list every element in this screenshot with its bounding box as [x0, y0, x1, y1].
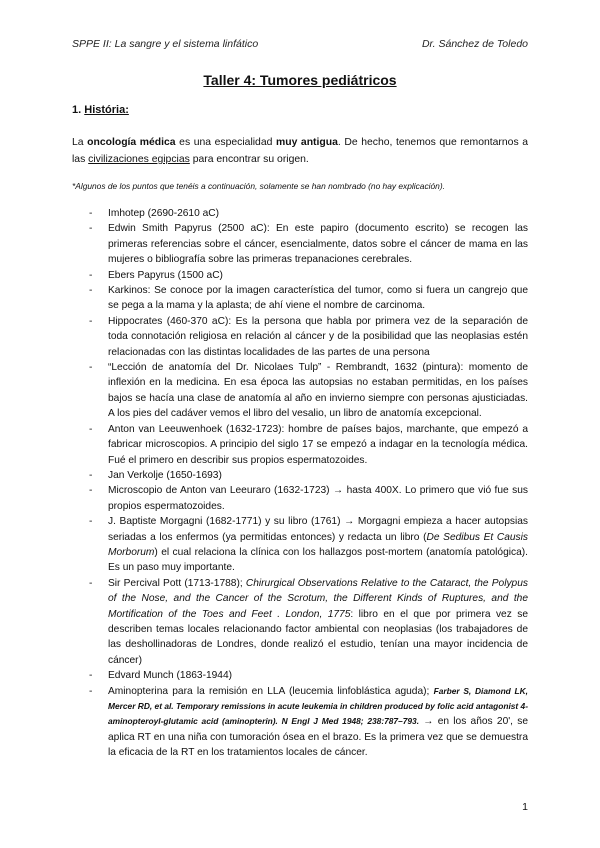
list-item-text: Hippocrates (460-370 aC): Es la persona que habla por primera vez de la separación de toda connotación religiosa en relación al cáncer y de la posibilidad que las neoplasias estén relacionadas con las distintas localidades de las partes de una persona: [108, 315, 528, 358]
list-item-text: “Lección de anatomía del Dr. Nicolaes Tulp” - Rembrandt, 1632 (pintura): momento de inflexión en la medicina. En esa época las autopsias no estaban permitidas, en los países bajos se hacía una clase de anatomía al año en invierno siempre con personas ajusticiadas. A los pies del cadáver vemos el libro del vesalio, un libro de anatomía excepcional.: [108, 362, 528, 420]
bullet-dash: -: [89, 685, 93, 697]
list-item-text: Karkinos: Se conoce por la imagen característica del tumor, como si fuera un cangrejo que se pega a la mama y la aplasta; de ahí viene el nombre de carcinoma.: [108, 285, 528, 312]
list-item-text: Aminopterina para la remisión en LLA (leucemia linfoblástica aguda);: [108, 685, 434, 697]
list-item: [72, 283, 528, 314]
list-item-italic: Chirurgical Observations Relative to the Cataract, the Polypus of the Nose, and the Cancer of the Scrotum, the Different Kinds of Ruptures, and the Mortification of the Toes and Feet . London, 1775: [108, 577, 528, 620]
list-item: [72, 684, 528, 761]
list-item: [72, 268, 528, 283]
intro-bold-2: muy antigua: [275, 137, 338, 148]
list-item: [72, 576, 528, 668]
page-number: 1: [522, 801, 528, 813]
section-number: 1.: [72, 104, 82, 116]
list-item-text: Edvard Munch (1863-1944): [108, 670, 233, 682]
section-heading: [72, 104, 129, 116]
bullet-dash: -: [89, 469, 93, 481]
bullet-dash: -: [89, 223, 93, 235]
list-item: [72, 483, 528, 514]
list-item-text: Jan Verkolje (1650-1693): [108, 469, 222, 481]
bullet-dash: -: [89, 315, 93, 327]
note-text: *Algunos de los puntos que tenéis a continuación, solamente se han nombrado (no hay explicación).: [72, 181, 445, 191]
list-item-text: Ebers Papyrus (1500 aC): [108, 269, 223, 281]
bullet-dash: -: [89, 516, 93, 528]
section-label: História:: [84, 104, 129, 116]
list-item: [72, 360, 528, 422]
intro-text-3: . De hecho, tenemos que remontarnos a las: [72, 137, 528, 165]
list-item: [72, 206, 528, 221]
list-item-text: → en los años 20', se aplica RT en una niña con tumoración ósea en el brazo. Es la primera vez que se demuestra la eficacia de la RT en los tratamientos locales de cáncer.: [108, 716, 529, 759]
list-item-italic: Farber S, Diamond LK, Mercer RD, et al. Temporary remissions in acute leukemia in children produced by folic acid antagonist 4-aminopteroyl-glutamic acid (aminopterin). N Engl J Med 1948; 238:787–793.: [108, 685, 528, 727]
bullet-dash: -: [89, 577, 93, 589]
intro-text-4: para encontrar su origen.: [189, 154, 309, 165]
page-title: Taller 4: Tumores pediátricos: [203, 72, 397, 88]
list-item: [72, 468, 528, 483]
list-item: [72, 422, 528, 468]
list-item-text: : libro en el que por primera vez se describen temas locales relacionando factor ambiental con neoplasias (los trabajadores de las deshollinadoras de Londres, donde realizó el estudio, tenían una mayor incidencia de cáncer): [108, 608, 528, 666]
intro-bold-1: oncología médica: [87, 137, 176, 148]
bullet-dash: -: [89, 208, 93, 219]
list-item-text: Anton van Leeuwenhoek (1632-1723): hombre de países bajos, marchante, que empezó a fabricar microscopios. A principio del siglo 17 se empezó a indagar en la tecnología médica. Fué el primero en describir sus propios espermatozoides.: [108, 423, 528, 466]
intro-text-1: La: [72, 137, 88, 148]
list-item: [72, 221, 528, 267]
bullet-dash: -: [89, 362, 93, 374]
list-item-text: Microscopio de Anton van Leeuraro (1632-1723) → hasta 400X. Lo primero que vió fue sus propios espermatozoides.: [108, 485, 528, 512]
list-item-text: Sir Percival Pott (1713-1788);: [108, 577, 246, 589]
list-item-text: Imhotep (2690-2610 aC): [108, 208, 219, 219]
header-course-title: SPPE II: La sangre y el sistema linfático: [72, 38, 259, 50]
intro-paragraph: [72, 134, 528, 168]
list-item: [72, 314, 528, 360]
header-author: Dr. Sánchez de Toledo: [421, 38, 528, 50]
bullet-dash: -: [89, 485, 93, 497]
intro-underlined: civilizaciones egipcias: [88, 154, 190, 165]
bullet-dash: -: [89, 269, 93, 281]
bullet-dash: -: [89, 670, 93, 682]
intro-text-2: es una especialidad: [175, 137, 276, 148]
list-item-text: Edwin Smith Papyrus (2500 aC): En este papiro (documento escrito) se recogen las primeras referencias sobre el cáncer, esencialmente, datos sobre el cáncer de mama en las mujeres o bibliografía sobre las primeras trepanaciones cerebrales.: [108, 223, 528, 266]
bullet-dash: -: [89, 285, 93, 297]
list-item-italic: De Sedibus Et Causis Morborum: [108, 531, 528, 558]
list-item-text: ) el cual relaciona la clínica con los hallazgos post-mortem (anatomía patológica). Es un paso muy importante.: [108, 546, 528, 574]
list-item: [72, 668, 528, 683]
history-list: [72, 206, 528, 761]
list-item: [72, 514, 528, 576]
list-item-text: J. Baptiste Morgagni (1682-1771) y su libro (1761) → Morgagni empieza a hacer autopsias seriadas a los enfermos (ya permitidas entonces) y redacta un libro (: [108, 516, 528, 543]
bullet-dash: -: [89, 423, 93, 435]
